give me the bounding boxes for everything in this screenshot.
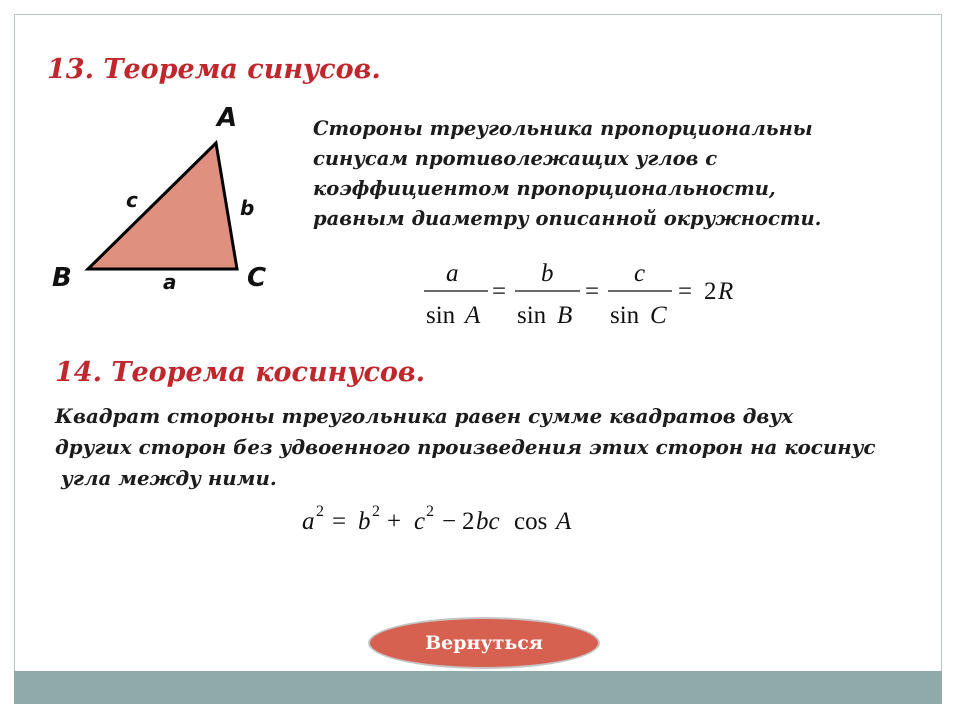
- formula-sin: sin: [426, 302, 456, 329]
- formula-exponent: 2: [372, 503, 380, 520]
- formula-rhs-radius: R: [718, 278, 734, 305]
- sine-text-line: синусам противолежащих углов с: [313, 147, 718, 170]
- formula-b: b: [358, 508, 371, 535]
- side-label-b: b: [240, 196, 255, 220]
- formula-denominator-c: C: [650, 302, 667, 329]
- sine-text-line: коэффициентом пропорциональности,: [313, 177, 776, 200]
- formula-rhs-coefficient: 2: [704, 278, 717, 305]
- equals-sign: =: [492, 278, 507, 305]
- equals-sign: =: [332, 508, 347, 535]
- formula-angle-a: A: [556, 508, 572, 535]
- formula-coefficient: 2: [462, 508, 475, 535]
- vertex-label-b: B: [52, 263, 72, 293]
- equals-sign: =: [678, 278, 693, 305]
- cosine-text-line: Квадрат стороны треугольника равен сумме квадратов двух: [55, 404, 794, 428]
- formula-numerator-c: c: [634, 260, 646, 287]
- formula-denominator-a: A: [465, 302, 481, 329]
- cosine-text-line: угла между ними.: [61, 466, 277, 490]
- formula-numerator-a: a: [446, 260, 459, 287]
- vertex-label-c: C: [247, 263, 267, 293]
- formula-exponent: 2: [316, 503, 324, 520]
- back-button-label: Вернуться: [425, 632, 543, 654]
- formula-cos: cos: [514, 508, 548, 535]
- cosine-theorem-heading: 14. Теорема косинусов.: [55, 357, 426, 388]
- sine-text-line: Стороны треугольника пропорциональны: [313, 117, 813, 140]
- formula-sin: sin: [517, 302, 547, 329]
- side-label-c: c: [126, 188, 138, 212]
- sine-text-line: равным диаметру описанной окружности.: [313, 207, 822, 230]
- cosine-text-line: других сторон без удвоенного произведения этих сторон на косинус: [55, 435, 876, 459]
- formula-a: a: [302, 508, 315, 535]
- back-button[interactable]: [368, 617, 600, 669]
- formula-sin: sin: [610, 302, 640, 329]
- vertex-label-a: A: [217, 103, 238, 133]
- formula-numerator-b: b: [541, 260, 554, 287]
- sine-theorem-heading: 13. Теорема синусов.: [47, 54, 381, 85]
- formula-bc: bc: [476, 508, 500, 535]
- formula-denominator-b: B: [557, 302, 573, 329]
- plus-sign: +: [387, 508, 402, 535]
- side-label-a: a: [163, 270, 177, 294]
- minus-sign: −: [442, 508, 457, 535]
- formula-c: c: [414, 508, 426, 535]
- formula-exponent: 2: [426, 503, 434, 520]
- equals-sign: =: [585, 278, 600, 305]
